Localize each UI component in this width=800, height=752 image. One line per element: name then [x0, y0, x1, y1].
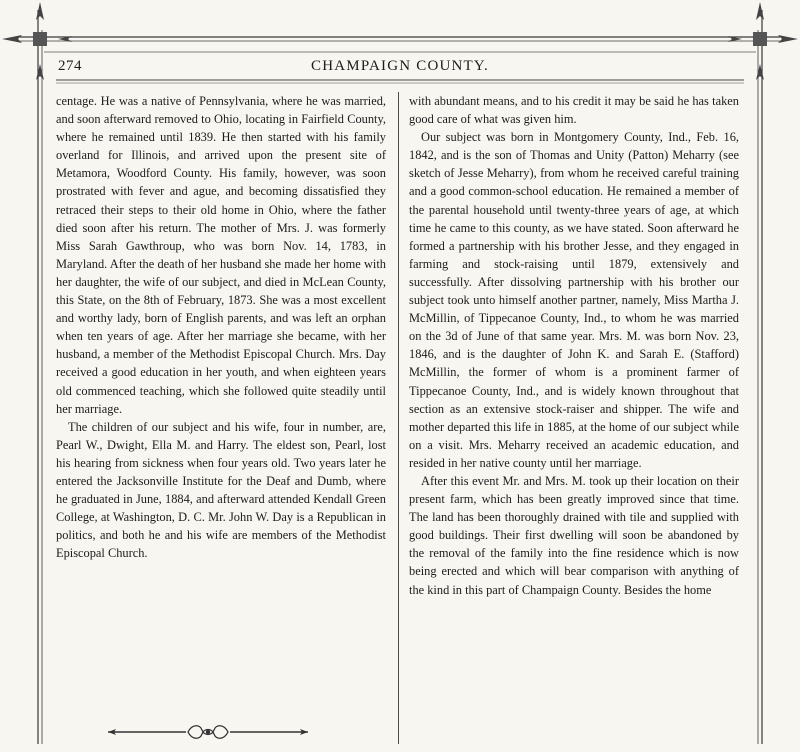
paragraph: centage. He was a native of Pennsylvania, where he was married, and soon afterward removed to Ohio, locating in Fairfield County, where he remained until 1839. He then started with his family overland for Illinois, and arrived upon the present site of Metamora, Woodford County. His family, however, was soon prostrated with fever and ague, and becoming dissatisfied they retraced their steps to their old home in Ohio, where the father died soon after his return. The mother of Mrs. J. was formerly Miss Sarah Gawthroup, who was born Nov. 14, 1783, in Maryland. After the death of her husband she made her home with her daughter, the wife of our subject, and died in McLean County, this State, on the 8th of February, 1873. She was a most excellent and worthy lady, born of English parents, and was left an orphan when ten years of age. After her marriage she became, with her husband, a member of the Methodist Episcopal Church. Mrs. Day received a good education in her youth, and when eighteen years old commenced teaching, which she followed quite steadily until her marriage. [56, 94, 386, 416]
left-column [56, 92, 386, 752]
column-divider [398, 92, 399, 744]
end-of-section-ornament-icon [108, 722, 308, 742]
paragraph: Our subject was born in Montgomery County, Ind., Feb. 16, 1842, and is the son of Thomas and Unity (Patton) Meharry (see sketch of Jesse Meharry), from whom he received careful training and a good common-school education. He remained a member of the parental household until twenty-three years of age, at which time he came to this county, as we have stated. Soon afterward he formed a partnership with his brother Jesse, and they engaged in farming and stock-raising until 1879, extensively and successfully. After dissolving partnership with his brother our subject took unto himself another partner, namely, Miss Martha J. McMillin, of Tippecanoe County, Ind., to whom he was married on the 3d of June of that same year. Mrs. M. was born Nov. 23, 1846, and is the daughter of John K. and Sarah E. (Stafford) McMillin, the former of whom is a prominent farmer of Tippecanoe County, Ind., and is widely known throughout that section as an extensive stock-raiser and shipper. The wife and mother departed this life in 1885, at the home of our subject while on a visit. Mrs. Meharry received an academic education, and resided in her native county until her marriage. [409, 130, 739, 470]
paragraph: The children of our subject and his wife, four in number, are, Pearl W., Dwight, Ella M. and Harry. The eldest son, Pearl, lost his hearing from sickness when four years old. Two years later he entered the Jacksonville Institute for the Deaf and Dumb, where he graduated in June, 1884, and afterward attended Kendall Green College, at Washington, D. C. Mr. John W. Day is a Republican in politics, and both he and his wife are members of the Methodist Episcopal Church. [56, 419, 386, 561]
page-number: 274 [58, 58, 82, 74]
right-column [409, 92, 739, 752]
paragraph: with abundant means, and to his credit it may be said he has taken good care of what was given him. [409, 94, 739, 127]
running-header-title: CHAMPAIGN COUNTY. [311, 58, 489, 74]
paragraph: After this event Mr. and Mrs. M. took up their location on their present farm, which has been greatly improved since that time. The land has been thoroughly drained with tile and supplied with good buildings. Their first dwelling will soon be abandoned by the removal of the family into the fine residence which is now being erected and which will bear comparison with anything of the kind in this part of Champaign County. Besides the home [409, 473, 739, 597]
